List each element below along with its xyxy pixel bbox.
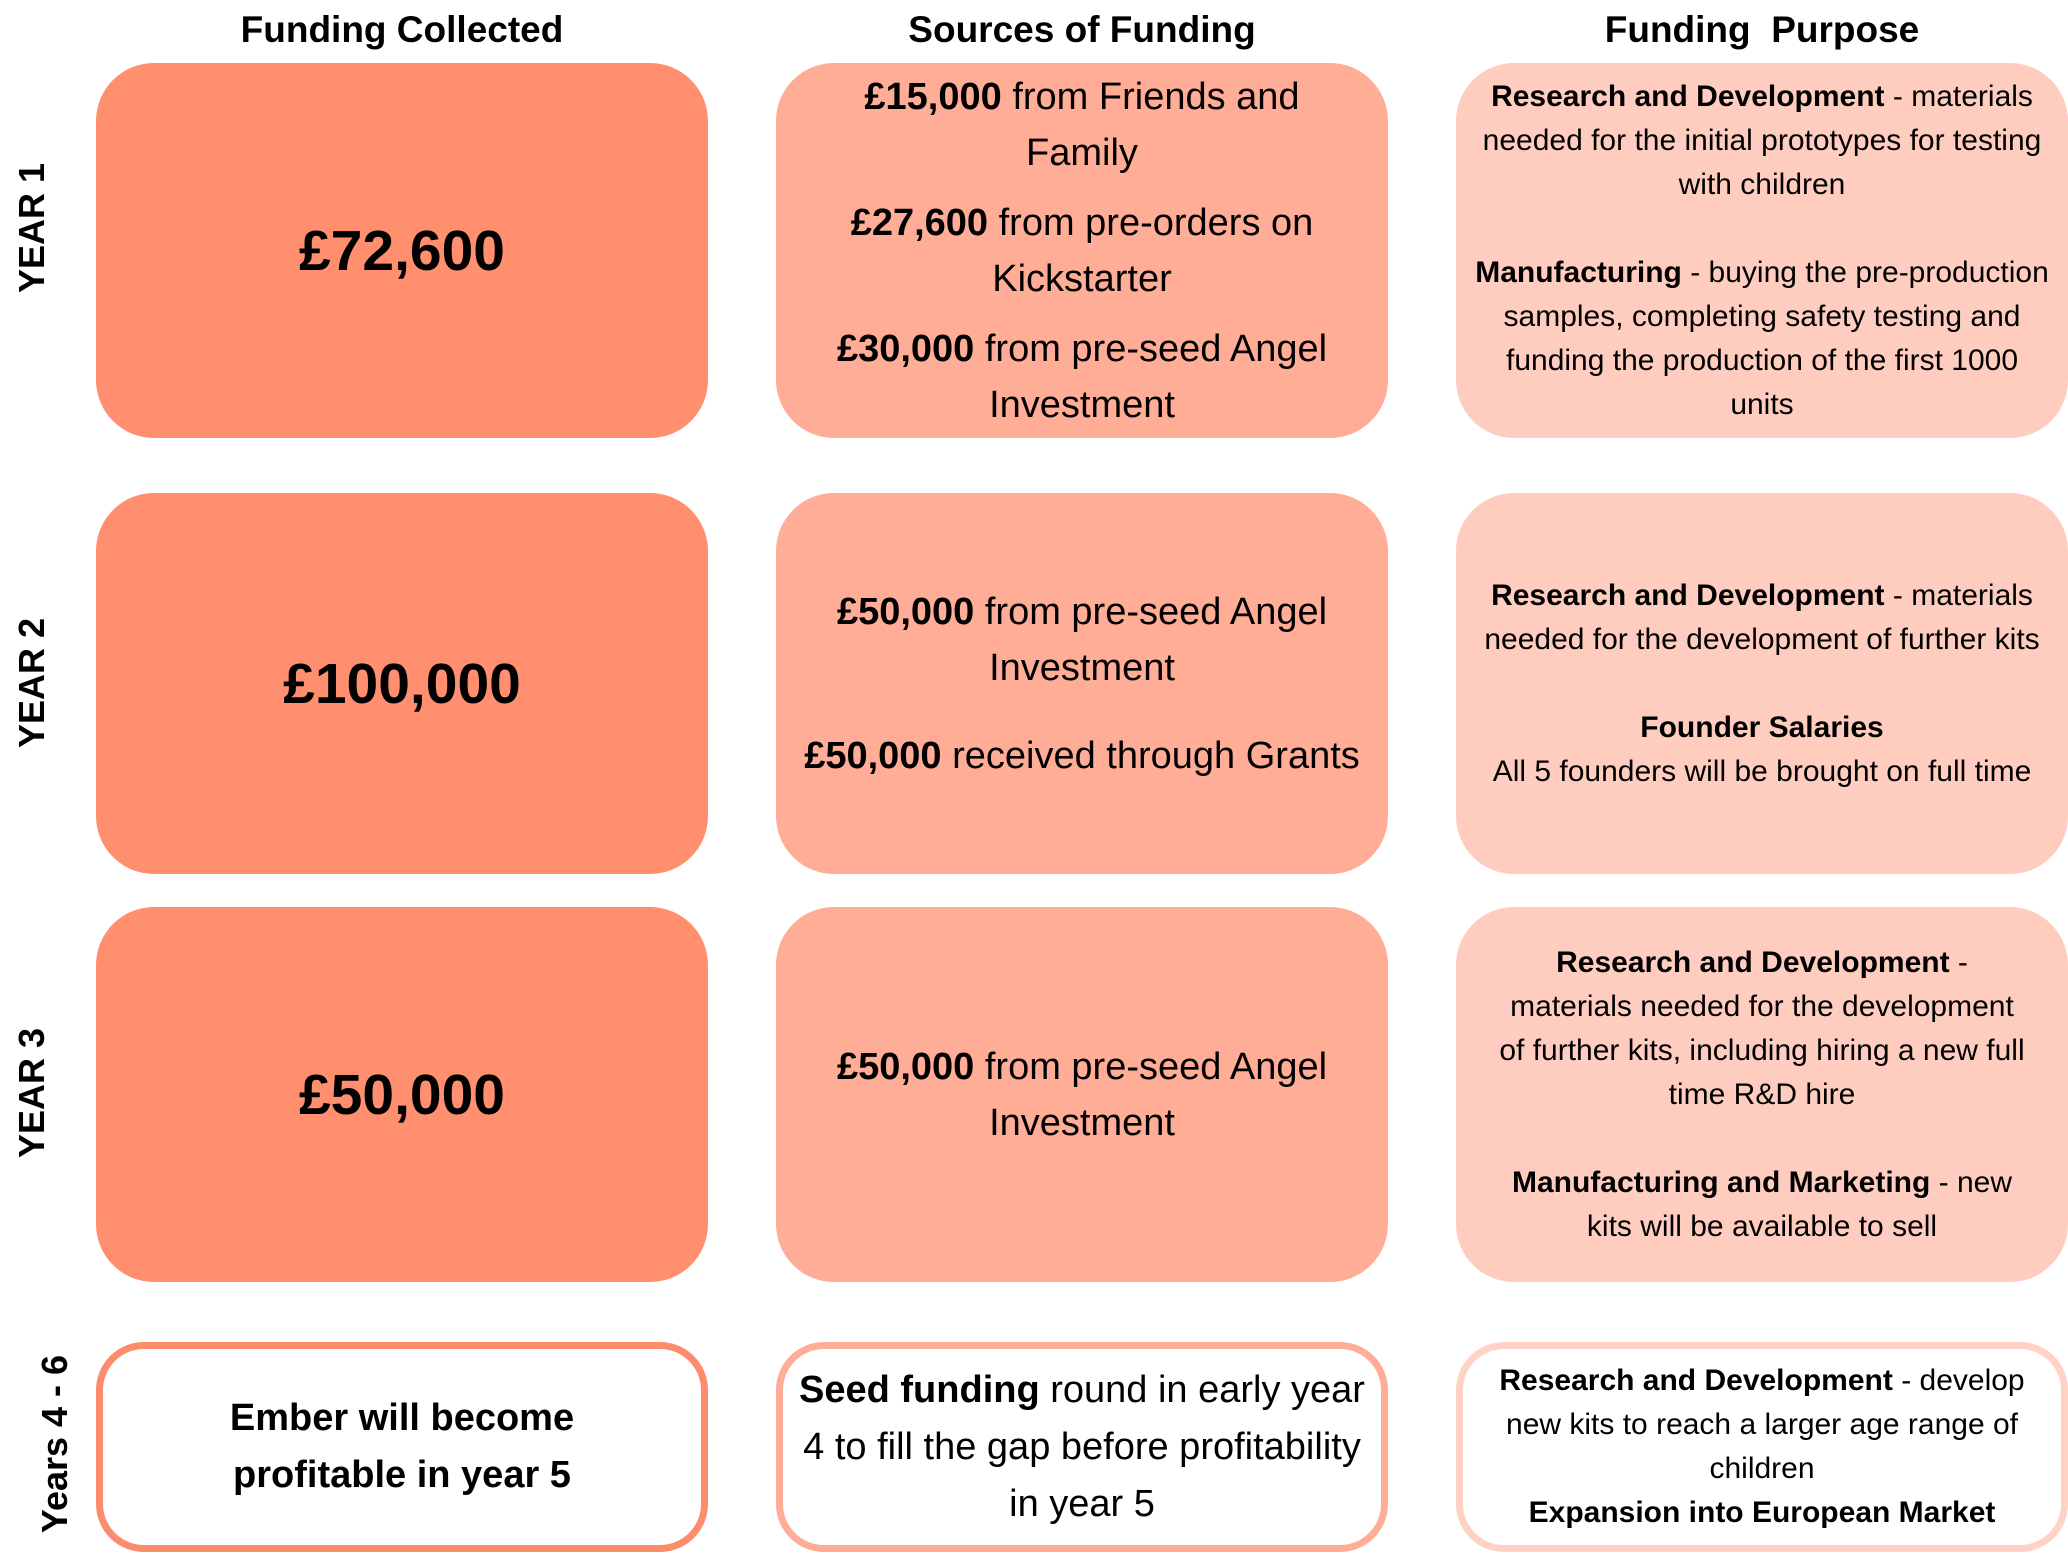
purpose-title: Manufacturing [1475, 255, 1682, 289]
purpose-item [1472, 75, 2052, 207]
header-sources-of-funding: Sources of Funding [908, 9, 1256, 50]
profitability-card [96, 1342, 708, 1552]
row-label-text: YEAR 3 [11, 1027, 52, 1159]
purpose-title: Expansion into European Market [1528, 1496, 1996, 1529]
purpose-text: - materials needed for the development of further kits, including hiring a new full time R&D hire [1499, 945, 2025, 1111]
purpose-card-year-2 [1456, 493, 2068, 874]
header-funding-purpose: Funding Purpose [1604, 9, 1920, 50]
purpose-item [1496, 1161, 2028, 1249]
sources-list [776, 584, 1388, 784]
sources-list [783, 1362, 1381, 1533]
source-item [804, 321, 1360, 433]
sources-card-year-1 [776, 63, 1388, 438]
source-amount: Seed funding [799, 1368, 1040, 1411]
sources-list [776, 1039, 1388, 1151]
source-text: received through Grants [941, 734, 1360, 777]
purpose-text: - materials needed for the development of further kits [1484, 578, 2040, 656]
source-text: from pre-seed Angel Investment [974, 327, 1328, 426]
purpose-list [1456, 574, 2068, 794]
purpose-item [1472, 574, 2052, 662]
purpose-title: Research and Development [1491, 79, 1885, 113]
source-item [804, 584, 1360, 696]
row-label-text: YEAR 1 [11, 162, 52, 294]
purpose-title: Research and Development [1556, 945, 1950, 979]
purpose-title: Manufacturing and Marketing [1511, 1165, 1931, 1199]
source-text: from pre-seed Angel Investment [974, 1045, 1328, 1144]
source-item [804, 1039, 1360, 1151]
purpose-item [1472, 251, 2052, 427]
source-amount: £50,000 [804, 734, 942, 777]
purpose-item [1496, 941, 2028, 1117]
source-amount: £15,000 [864, 75, 1002, 118]
sources-list [776, 69, 1388, 433]
source-amount: £30,000 [836, 327, 975, 370]
header-funding-collected: Funding Collected [240, 9, 564, 50]
purpose-title: Research and Development [1491, 578, 1885, 612]
purpose-list [1463, 1359, 2061, 1535]
funding-collected-card-year-2 [96, 493, 708, 874]
purpose-text: - new kits will be available to sell [1586, 1165, 2013, 1243]
purpose-card-year-3 [1456, 907, 2068, 1282]
source-text: from pre-orders on Kickstarter [988, 201, 1314, 300]
source-amount: £27,600 [850, 201, 989, 244]
funding-collected-amount: £50,000 [298, 1062, 506, 1127]
purpose-list [1456, 75, 2068, 427]
purpose-text: - buying the pre-production samples, completing safety testing and funding the production of the first 1000 units [1503, 255, 2049, 421]
purpose-list [1456, 941, 2068, 1249]
purpose-card-year-1 [1456, 63, 2068, 438]
purpose-text: - develop new kits to reach a larger age range of children [1506, 1364, 2025, 1485]
source-amount: £50,000 [836, 1045, 975, 1088]
funding-collected-amount: £72,600 [298, 218, 506, 283]
purpose-text: - materials needed for the initial prototypes for testing with children [1482, 79, 2042, 201]
purpose-title: Founder Salaries [1640, 710, 1884, 744]
source-item [804, 69, 1360, 181]
source-item [804, 728, 1360, 784]
purpose-item [1499, 1359, 2025, 1491]
source-text: from Friends and Family [1001, 75, 1300, 174]
purpose-title: Research and Development [1499, 1364, 1893, 1397]
funding-collected-amount: £100,000 [283, 651, 521, 716]
row-label-text: Years 4 - 6 [34, 1354, 75, 1534]
purpose-text: All 5 founders will be brought on full time [1492, 754, 2032, 788]
funding-collected-card-year-1 [96, 63, 708, 438]
row-label-text: YEAR 2 [11, 617, 52, 749]
source-item [804, 195, 1360, 307]
source-text: from pre-seed Angel Investment [974, 590, 1328, 689]
source-text: round in early year 4 to fill the gap before profitability in year 5 [803, 1368, 1365, 1525]
source-amount: £50,000 [836, 590, 975, 633]
expansion-card [1456, 1342, 2068, 1552]
funding-collected-card-year-3 [96, 907, 708, 1282]
sources-card-year-3 [776, 907, 1388, 1282]
profitability-text: Ember will become profitable in year 5 [229, 1397, 575, 1496]
seed-funding-card [776, 1342, 1388, 1552]
sources-card-year-2 [776, 493, 1388, 874]
